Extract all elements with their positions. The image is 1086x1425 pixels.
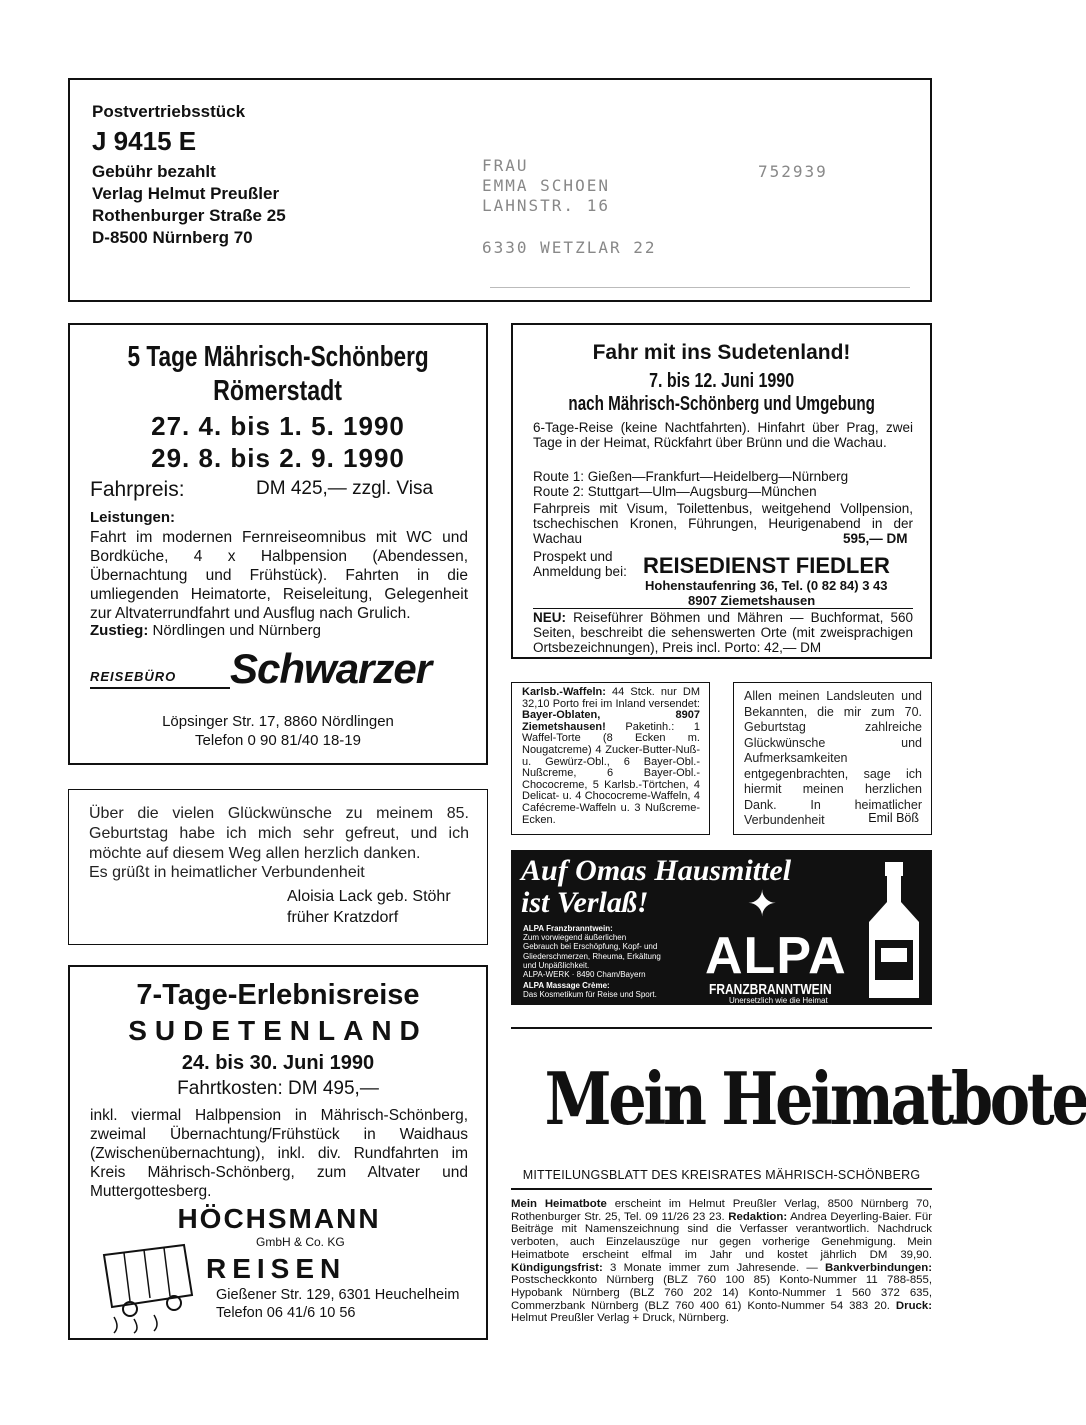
lack-note: [68, 789, 488, 945]
imprint-text-5: Helmut Preußler Verlag + Druck, Nürnberg.: [511, 1312, 730, 1325]
imprint-text-4: Postscheckkonto Nürnberg (BLZ 760 100 85) Konto-Nummer 11 788-855, Hypobank Nürnberg (BLZ 760 202 14) Konto-Nummer 1 560 372 635, Commerzbank Nürnberg (BLZ 760 400 61) Konto-Nummer 54 383 20.: [511, 1274, 932, 1312]
alpa-info-1: ALPA Franzbranntwein:: [523, 924, 613, 933]
schwarzer-logo: [90, 647, 470, 693]
waffeln-text-2: Paketinh.: 1 Waffel-Torte (8 Ecken m. Nougatcreme) 4 Zucker-Butter-Nuß-u. Gewürz-Obl., 6 Bayer-Obl.-Nußcreme, 6 Bayer-Obl.-Chococreme, 5 Karlsb.-Törtchen, 4 Delicat- u. 4 Chococreme-Waffeln, 4 Cafécreme-Waffeln u. 3 Nußcreme-Ecken.: [522, 720, 700, 826]
schwarzer-phone: Telefon 0 90 81/40 18-19: [195, 732, 361, 749]
fiedler-intro: 6-Tage-Reise (keine Nachtfahrten). Hinfahrt über Prag, zwei Tage in der Heimat, Rückfahrt über Brünn und die Wachau.: [533, 420, 913, 450]
schwarzer-date-1: 27. 4. bis 1. 5. 1990: [151, 411, 405, 441]
schwarzer-boarding: [90, 622, 321, 639]
waffeln-text: [522, 687, 700, 826]
hochsmann-logo-2: REISEN: [206, 1253, 347, 1284]
fiedler-route-1: Route 1: Gießen—Frankfurt—Heidelberg—Nürnberg: [533, 469, 849, 484]
fiedler-divider: [533, 608, 913, 609]
fiedler-ad: [511, 323, 932, 659]
mailer-line-4: D-8500 Nürnberg 70: [92, 228, 253, 247]
address-line-1: FRAU: [482, 156, 529, 175]
address-rule: [490, 287, 910, 288]
lack-name: Aloisia Lack: [287, 888, 373, 905]
schwarzer-boarding-value: Nördlingen und Nürnberg: [152, 622, 321, 639]
schwarzer-date-2: 29. 8. bis 2. 9. 1990: [151, 443, 405, 473]
alpa-info-2: Zum vorwiegend äußerlichen: [523, 933, 627, 943]
hochsmann-logo-1: HÖCHSMANN: [177, 1203, 381, 1234]
schwarzer-price: DM 425,— zzgl. Visa: [256, 478, 434, 499]
alpa-slogan: Unersetzlich wie die Heimat: [729, 996, 828, 1005]
fiedler-address-1: Hohenstaufenring 36, Tel. (0 82 84) 3 43: [645, 578, 888, 593]
heimatbote-imprint: [511, 1198, 932, 1325]
fiedler-title: Fahr mit ins Sudetenland!: [592, 341, 851, 364]
heimatbote-subtitle: MITTEILUNGSBLATT DES KREISRATES MÄHRISCH-SCHÖNBERG: [522, 1168, 921, 1182]
alpa-star-icon: ✦: [747, 883, 778, 924]
imprint-text-3: 3 Monate immer zum Jahresende. —: [610, 1261, 818, 1274]
alpa-headline-1: Auf Omas Hausmittel: [521, 854, 792, 887]
mailer-line-3: Rothenburger Straße 25: [92, 206, 286, 225]
hochsmann-title-1: 7-Tage-Erlebnisreise: [136, 979, 420, 1011]
alpa-info-6: ALPA-WERK · 8490 Cham/Bayern: [523, 970, 646, 980]
fiedler-order-1: Prospekt und: [533, 549, 613, 564]
hochsmann-ad: [68, 965, 488, 1340]
lack-greeting: Es grüßt in heimatlicher Verbundenheit: [89, 864, 365, 881]
lack-signature: [287, 888, 451, 906]
fiedler-new: [533, 610, 913, 655]
alpa-headline-2: ist Verlaß!: [521, 886, 649, 919]
imprint-title: Mein Heimatbote: [511, 1198, 607, 1210]
schwarzer-services-label: Leistungen:: [90, 509, 175, 526]
fiedler-subtitle: nach Mährisch-Schönberg und Umgebung: [568, 393, 875, 415]
fiedler-dates: 7. bis 12. Juni 1990: [649, 370, 794, 392]
heimatbote-rule: [511, 1188, 932, 1190]
schwarzer-boarding-label: Zustieg:: [90, 622, 149, 639]
alpa-bottle-icon: [859, 860, 929, 1000]
alpa-info-5: und Unpäßlichkeit.: [523, 960, 590, 970]
alpa-info-3: Gebrauch bei Erschöpfung, Kopf- und: [523, 942, 658, 952]
hochsmann-gmbh: GmbH & Co. KG: [256, 1235, 345, 1249]
schwarzer-logo-small: REISEBÜRO: [90, 669, 177, 684]
bus-icon: [94, 1235, 204, 1335]
imprint-text-1: erscheint im Helmut Preußler Verlag, 8500 Nürnberg 70, Rothenburger Str. 25, Tel. 09 11/26 23 23.: [511, 1198, 933, 1223]
schwarzer-price-label: Fahrpreis:: [90, 478, 185, 501]
subscriber-number: 752939: [758, 162, 828, 181]
mailer-label: Postvertriebsstück: [92, 102, 246, 121]
hochsmann-cost: Fahrtkosten: DM 495,—: [177, 1078, 379, 1099]
waffeln-text-1: 44 Stck. nur DM 32,10 Porto frei im Inland versendet:: [522, 686, 700, 710]
schwarzer-logo-line: [90, 687, 230, 689]
mailer-line-1: Gebühr bezahlt: [92, 162, 216, 181]
imprint-bank-label: Bankverbindungen:: [825, 1261, 932, 1274]
hochsmann-address: Gießener Str. 129, 6301 Heuchelheim: [216, 1287, 460, 1303]
fiedler-route-2: Route 2: Stuttgart—Ulm—Augsburg—München: [533, 484, 817, 499]
fiedler-address-2: 8907 Ziemetshausen: [688, 593, 816, 608]
hochsmann-text: inkl. viermal Halbpension in Mährisch-Schönberg, zweimal Übernachtung/Frühstück in Waidhaus (Zwischenübernachtung), inkl. div. Rundfahrten im Kreis Mährisch-Schönberg, zum Altvater und Muttergottesberg.: [90, 1107, 468, 1200]
waffeln-label: Karlsb.-Waffeln:: [522, 686, 606, 698]
alpa-product: FRANZBRANNTWEIN: [709, 981, 832, 998]
schwarzer-address: Löpsinger Str. 17, 8860 Nördlingen: [162, 713, 394, 730]
lack-text: Über die vielen Glückwünsche zu meinem 85. Geburtstag habe ich mich sehr gefreut, und ich möchte auf diesem Weg allen herzlich danken.: [89, 805, 469, 862]
alpa-info-4: Gliederschmerzen, Rheuma, Erkältung: [523, 951, 661, 961]
mailer-line-2: Verlag Helmut Preußler: [92, 184, 280, 203]
schwarzer-logo-big: Schwarzer: [230, 645, 432, 692]
schwarzer-title-1: 5 Tage Mährisch-Schönberg: [127, 341, 429, 373]
alpa-ad: [511, 850, 932, 1005]
hochsmann-phone: Telefon 06 41/6 10 56: [216, 1305, 356, 1321]
schwarzer-ad: [68, 323, 488, 765]
address-line-3: LAHNSTR. 16: [482, 196, 610, 215]
alpa-info-7: ALPA Massage Crème:: [523, 981, 610, 991]
lack-nee: geb. Stöhr: [376, 888, 451, 905]
address-line-2: EMMA SCHOEN: [482, 176, 610, 195]
imprint-notice-label: Kündigungsfrist:: [511, 1261, 603, 1274]
alpa-info-8: Das Kosmetikum für Reise und Sport.: [523, 990, 657, 1000]
fiedler-new-text: Reiseführer Böhmen und Mähren — Buchformat, 560 Seiten, beschreibt die sehenswerten Orte (mit zweisprachigen Ortsbezeichnungen), Preis incl. Porto: 42,— DM: [533, 610, 913, 655]
heimatbote-masthead: Mein Heimatbote: [544, 1056, 1086, 1141]
fiedler-order-2: Anmeldung bei:: [533, 564, 627, 579]
fiedler-price: 595,— DM: [843, 531, 908, 546]
boess-note: [733, 682, 932, 835]
boess-text: Allen meinen Landsleuten und Bekannten, die mir zum 70. Geburtstag zahlreiche Glückwünsche und Aufmerksamkeiten entgegenbrachten, sage ich hiermit meinen herzlichen Dank. In heimatlicher Verbundenheit: [744, 689, 922, 827]
schwarzer-services: Fahrt im modernen Fernreiseomnibus mit WC und Bordküche, 4 x Halbpension (Abendessen, Übernachtung und Frühstück). Fahrten in die umliegenden Heimatorte, Reiseleitung, Gelegenheit zur Altvaterrundfahrt und Ausflug nach Grulich.: [90, 529, 468, 622]
schwarzer-title-2: Römerstadt: [213, 375, 343, 407]
mailer-box: [68, 78, 932, 302]
imprint-print-label: Druck:: [895, 1299, 932, 1312]
boess-name: Emil Böß: [868, 811, 919, 825]
imprint-editor-label: Redaktion:: [728, 1210, 788, 1223]
mailer-code: J 9415 E: [92, 126, 197, 156]
lack-former: früher Kratzdorf: [287, 909, 399, 926]
address-line-4: 6330 WETZLAR 22: [482, 238, 657, 257]
imprint-text-2: Andrea Deyerling-Baier. Für Beiträge mit Namenszeichnung sind die Verfasser verantwortlich. Nachdruck verboten, auch Einzelauszüge nur gegen vorherige Genehmigung. Mein Heimatbote erscheint elfmal im Jahr und kostet jährlich DM 39,90.: [511, 1210, 932, 1261]
fiedler-company: REISEDIENST FIEDLER: [643, 553, 890, 578]
waffeln-company: Bayer-Oblaten, 8907 Ziemetshausen!: [522, 709, 700, 733]
heimatbote-top-rule: [511, 1027, 932, 1029]
hochsmann-dates: 24. bis 30. Juni 1990: [181, 1052, 375, 1074]
fiedler-new-label: NEU:: [533, 610, 566, 625]
fiedler-price-text: Fahrpreis mit Visum, Toilettenbus, weitgehend Vollpension, tschechischen Kronen, Führungen, Heurigenabend in der Wachau: [533, 501, 913, 546]
waffeln-ad: [511, 682, 710, 835]
alpa-brand: ALPA: [705, 927, 847, 985]
hochsmann-title-2: SUDETENLAND: [128, 1015, 428, 1046]
alpa-info: [523, 924, 713, 1000]
